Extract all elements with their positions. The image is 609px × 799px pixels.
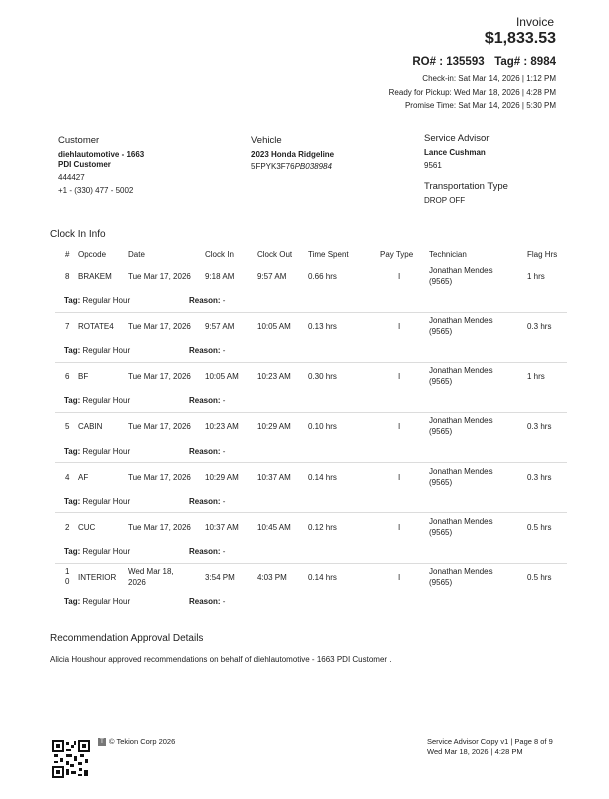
row-num: 2 [65,523,70,532]
row-technician-name: Jonathan Mendes [429,266,493,275]
row-opcode: INTERIOR [78,573,117,582]
row-divider [55,512,567,513]
header-num: # [65,250,70,259]
vehicle-label: Vehicle [251,135,282,146]
header-opcode: Opcode [78,250,107,259]
row-technician-id: (9565) [429,478,453,487]
vehicle-vin [251,162,332,171]
row-num: 5 [65,422,70,431]
row-clock-out: 10:05 AM [257,322,291,331]
row-tag: Tag: Regular Hour [64,447,131,456]
vin-prefix: 5FPYK3F76 [251,162,295,171]
row-num: 10 [65,567,70,586]
row-clock-in: 10:37 AM [205,523,239,532]
row-divider [55,412,567,413]
promise-time: Promise Time: Sat Mar 14, 2026 | 5:30 PM [404,101,556,110]
customer-id: 444427 [58,173,85,182]
row-divider [55,362,567,363]
row-pay-type: I [398,422,401,431]
row-clock-out: 10:29 AM [257,422,291,431]
row-flag-hrs: 1 hrs [527,372,545,381]
vehicle-model: 2023 Honda Ridgeline [251,150,335,159]
invoice-total: $1,833.53 [484,30,556,47]
row-tag: Tag: Regular Hour [64,296,131,305]
row-technician-id: (9565) [429,277,453,286]
footer-timestamp: Wed Mar 18, 2026 | 4:28 PM [427,747,523,756]
header-time-spent: Time Spent [308,250,349,259]
row-num: 8 [65,272,70,281]
row-pay-type: I [398,523,401,532]
recommendation-text: Alicia Houshour approved recommendations on behalf of diehlautomotive - 1663 PDI Customer . [50,655,392,664]
row-time-spent: 0.13 hrs [308,322,337,331]
row-clock-out: 9:57 AM [257,272,287,281]
row-reason: Reason: - [189,447,226,456]
row-time-spent: 0.14 hrs [308,473,337,482]
row-clock-out: 4:03 PM [257,573,287,582]
row-clock-in: 10:29 AM [205,473,239,482]
tekion-logo-icon: T [98,738,106,746]
row-opcode: AF [78,473,89,482]
row-clock-in: 9:57 AM [205,322,235,331]
row-tag: Tag: Regular Hour [64,346,131,355]
header-pay-type: Pay Type [380,250,414,259]
header-clock-out: Clock Out [257,250,293,259]
row-tag: Tag: Regular Hour [64,497,131,506]
row-technician-name: Jonathan Mendes [429,567,493,576]
row-pay-type: I [398,322,401,331]
row-opcode: CUC [78,523,96,532]
header-flag-hrs: Flag Hrs [527,250,558,259]
vin-suffix: PB038984 [294,162,332,171]
row-time-spent: 0.12 hrs [308,523,337,532]
row-reason: Reason: - [189,296,226,305]
row-technician-id: (9565) [429,578,453,587]
row-flag-hrs: 0.5 hrs [527,573,552,582]
row-tag: Tag: Regular Hour [64,396,131,405]
invoice-title: Invoice [515,15,554,29]
row-time-spent: 0.10 hrs [308,422,337,431]
row-technician-name: Jonathan Mendes [429,366,493,375]
ready-for-pickup-time: Ready for Pickup: Wed Mar 18, 2026 | 4:28 PM [388,88,556,97]
row-pay-type: I [398,573,401,582]
row-technician-id: (9565) [429,427,453,436]
customer-name: diehlautomotive - 1663 [58,150,145,159]
row-tag: Tag: Regular Hour [64,597,131,606]
row-flag-hrs: 0.3 hrs [527,473,552,482]
service-advisor-name: Lance Cushman [424,148,486,157]
row-technician-name: Jonathan Mendes [429,316,493,325]
row-date: Tue Mar 17, 2026 [128,272,191,281]
header-date: Date [128,250,145,259]
row-tag: Tag: Regular Hour [64,547,131,556]
row-divider [55,312,567,313]
copyright-text: © Tekion Corp 2026 [109,737,176,746]
service-advisor-id: 9561 [424,161,442,170]
row-reason: Reason: - [189,497,226,506]
row-pay-type: I [398,272,401,281]
row-pay-type: I [398,372,401,381]
row-flag-hrs: 0.5 hrs [527,523,552,532]
row-date: Tue Mar 17, 2026 [128,422,191,431]
row-technician-id: (9565) [429,528,453,537]
row-clock-in: 3:54 PM [205,573,235,582]
customer-type: PDI Customer [58,160,111,169]
row-clock-in: 10:05 AM [205,372,239,381]
header-technician: Technician [429,250,467,259]
header-clock-in: Clock In [205,250,234,259]
row-technician-name: Jonathan Mendes [429,467,493,476]
row-technician-id: (9565) [429,327,453,336]
ro-tag-line: RO# : 135593 Tag# : 8984 [412,56,556,68]
row-date: Tue Mar 17, 2026 [128,372,191,381]
row-technician-name: Jonathan Mendes [429,517,493,526]
row-reason: Reason: - [189,396,226,405]
row-opcode: BRAKEM [78,272,112,281]
row-date: Tue Mar 17, 2026 [128,473,191,482]
row-technician-id: (9565) [429,377,453,386]
row-num: 6 [65,372,70,381]
row-opcode: ROTATE4 [78,322,114,331]
row-clock-in: 9:18 AM [205,272,235,281]
customer-phone: +1 - (330) 477 - 5002 [58,186,134,195]
transportation-type-value: DROP OFF [424,196,466,205]
qr-code-icon [52,740,90,778]
row-opcode: BF [78,372,89,381]
row-flag-hrs: 0.3 hrs [527,422,552,431]
row-time-spent: 0.14 hrs [308,573,337,582]
row-flag-hrs: 0.3 hrs [527,322,552,331]
check-in-time: Check-in: Sat Mar 14, 2026 | 1:12 PM [422,74,556,83]
customer-label: Customer [58,135,100,146]
row-date: Tue Mar 17, 2026 [128,523,191,532]
row-clock-out: 10:23 AM [257,372,291,381]
row-date: Tue Mar 17, 2026 [128,322,191,331]
row-time-spent: 0.30 hrs [308,372,337,381]
clock-in-info-title: Clock In Info [50,229,106,240]
row-reason: Reason: - [189,346,226,355]
row-opcode: CABIN [78,422,103,431]
row-date-line2: 2026 [128,578,146,587]
transportation-type-label: Transportation Type [424,181,508,192]
row-divider [55,563,567,564]
row-time-spent: 0.66 hrs [308,272,337,281]
service-advisor-label: Service Advisor [424,133,490,144]
row-reason: Reason: - [189,547,226,556]
row-divider [55,462,567,463]
row-pay-type: I [398,473,401,482]
row-reason: Reason: - [189,597,226,606]
row-clock-out: 10:37 AM [257,473,291,482]
row-flag-hrs: 1 hrs [527,272,545,281]
row-clock-in: 10:23 AM [205,422,239,431]
copy-page-info: Service Advisor Copy v1 | Page 8 of 9 [427,737,553,746]
recommendation-title: Recommendation Approval Details [50,633,204,644]
row-num: 4 [65,473,70,482]
row-technician-name: Jonathan Mendes [429,416,493,425]
row-date-line1: Wed Mar 18, [128,567,174,576]
row-clock-out: 10:45 AM [257,523,291,532]
row-num: 7 [65,322,70,331]
